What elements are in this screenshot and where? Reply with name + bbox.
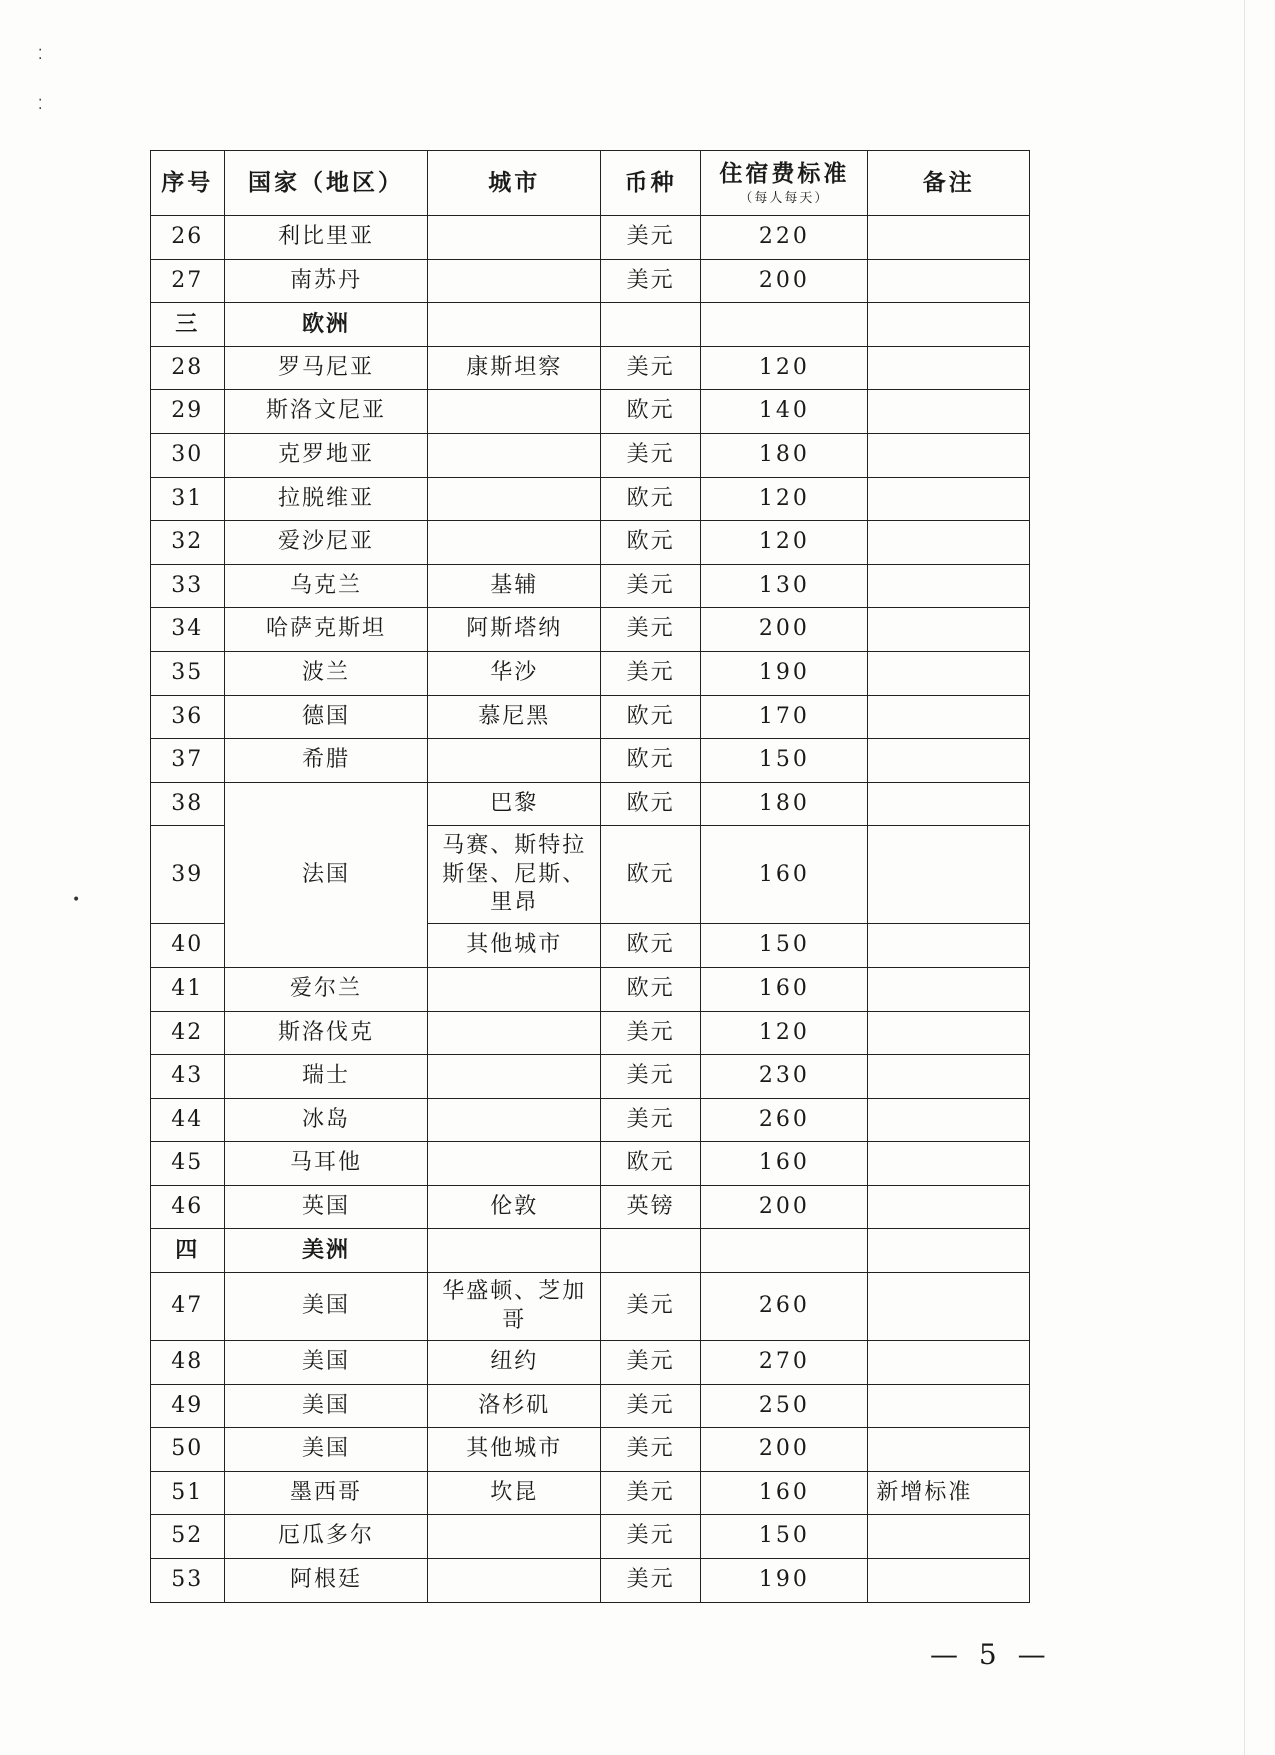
cell-note — [868, 967, 1030, 1011]
header-index: 序号 — [151, 151, 225, 216]
cell-index: 45 — [151, 1142, 225, 1186]
cell-note — [868, 259, 1030, 303]
cell-country: 阿根廷 — [224, 1559, 428, 1603]
cell-index: 32 — [151, 521, 225, 565]
scan-speck: ⁚ — [38, 47, 43, 63]
cell-city: 伦敦 — [428, 1185, 601, 1229]
cell-city — [428, 1229, 601, 1273]
cell-index: 39 — [151, 826, 225, 924]
cell-city — [428, 216, 601, 260]
cell-amount: 160 — [701, 967, 868, 1011]
table-row — [151, 216, 1030, 260]
cell-city: 坎昆 — [428, 1471, 601, 1515]
cell-note — [868, 1185, 1030, 1229]
cell-index: 38 — [151, 782, 225, 826]
cell-city: 华沙 — [428, 651, 601, 695]
cell-index: 47 — [151, 1273, 225, 1341]
cell-amount: 220 — [701, 216, 868, 260]
cell-currency: 欧元 — [601, 390, 701, 434]
section-index: 四 — [151, 1229, 225, 1273]
cell-index: 27 — [151, 259, 225, 303]
cell-country: 爱尔兰 — [224, 967, 428, 1011]
cell-note — [868, 1515, 1030, 1559]
cell-currency: 欧元 — [601, 695, 701, 739]
cell-index: 42 — [151, 1011, 225, 1055]
cell-city — [428, 1011, 601, 1055]
cell-country: 冰岛 — [224, 1098, 428, 1142]
cell-amount: 120 — [701, 1011, 868, 1055]
cell-country: 希腊 — [224, 739, 428, 783]
cell-index: 46 — [151, 1185, 225, 1229]
cell-city — [428, 967, 601, 1011]
cell-city — [428, 477, 601, 521]
cell-country: 瑞士 — [224, 1055, 428, 1099]
cell-amount: 190 — [701, 1559, 868, 1603]
cell-index: 29 — [151, 390, 225, 434]
cell-currency: 美元 — [601, 1341, 701, 1385]
cell-currency: 美元 — [601, 608, 701, 652]
cell-city: 其他城市 — [428, 924, 601, 968]
table-row — [151, 1515, 1030, 1559]
table-row — [151, 1384, 1030, 1428]
cell-country: 美国 — [224, 1384, 428, 1428]
section-title: 欧洲 — [224, 303, 428, 347]
section-title: 美洲 — [224, 1229, 428, 1273]
cell-currency: 美元 — [601, 1098, 701, 1142]
cell-city — [428, 1142, 601, 1186]
cell-currency — [601, 303, 701, 347]
table-row — [151, 739, 1030, 783]
table-row — [151, 1142, 1030, 1186]
cell-country: 乌克兰 — [224, 564, 428, 608]
cell-currency: 美元 — [601, 1273, 701, 1341]
cell-city — [428, 433, 601, 477]
cell-currency: 美元 — [601, 1384, 701, 1428]
table-row — [151, 259, 1030, 303]
cell-index: 44 — [151, 1098, 225, 1142]
cell-country: 美国 — [224, 1273, 428, 1341]
cell-city: 巴黎 — [428, 782, 601, 826]
cell-city: 洛杉矶 — [428, 1384, 601, 1428]
cell-note: 新增标准 — [868, 1471, 1030, 1515]
table-row — [151, 782, 1030, 826]
cell-note — [868, 303, 1030, 347]
cell-amount: 130 — [701, 564, 868, 608]
cell-country: 波兰 — [224, 651, 428, 695]
table-row — [151, 346, 1030, 390]
cell-city — [428, 1515, 601, 1559]
cell-amount: 170 — [701, 695, 868, 739]
table-row — [151, 967, 1030, 1011]
cell-currency: 美元 — [601, 259, 701, 303]
cell-city — [428, 1559, 601, 1603]
cell-country: 斯洛伐克 — [224, 1011, 428, 1055]
cell-amount: 180 — [701, 433, 868, 477]
cell-note — [868, 433, 1030, 477]
cell-city: 基辅 — [428, 564, 601, 608]
cell-city: 阿斯塔纳 — [428, 608, 601, 652]
table-row — [151, 1185, 1030, 1229]
cell-city: 其他城市 — [428, 1428, 601, 1472]
table-row — [151, 564, 1030, 608]
cell-amount: 160 — [701, 826, 868, 924]
cell-country: 德国 — [224, 695, 428, 739]
cell-country: 哈萨克斯坦 — [224, 608, 428, 652]
cell-amount: 180 — [701, 782, 868, 826]
cell-note — [868, 1055, 1030, 1099]
cell-city — [428, 1055, 601, 1099]
cell-amount: 150 — [701, 924, 868, 968]
cell-index: 43 — [151, 1055, 225, 1099]
cell-amount: 120 — [701, 346, 868, 390]
cell-currency: 美元 — [601, 433, 701, 477]
cell-amount: 250 — [701, 1384, 868, 1428]
cell-city: 马赛、斯特拉斯堡、尼斯、里昂 — [428, 826, 601, 924]
cell-index: 34 — [151, 608, 225, 652]
cell-currency — [601, 1229, 701, 1273]
cell-currency: 欧元 — [601, 782, 701, 826]
cell-currency: 欧元 — [601, 924, 701, 968]
cell-currency: 欧元 — [601, 521, 701, 565]
table-row — [151, 390, 1030, 434]
cell-country: 罗马尼亚 — [224, 346, 428, 390]
cell-currency: 美元 — [601, 1055, 701, 1099]
cell-city — [428, 390, 601, 434]
cell-note — [868, 1011, 1030, 1055]
cell-index: 53 — [151, 1559, 225, 1603]
cell-note — [868, 695, 1030, 739]
cell-note — [868, 1273, 1030, 1341]
cell-index: 30 — [151, 433, 225, 477]
header-note: 备注 — [868, 151, 1030, 216]
cell-city: 慕尼黑 — [428, 695, 601, 739]
cell-index: 41 — [151, 967, 225, 1011]
cell-note — [868, 1229, 1030, 1273]
cell-city: 康斯坦察 — [428, 346, 601, 390]
cell-index: 40 — [151, 924, 225, 968]
cell-index: 52 — [151, 1515, 225, 1559]
cell-country: 克罗地亚 — [224, 433, 428, 477]
cell-note — [868, 477, 1030, 521]
cell-amount: 200 — [701, 1428, 868, 1472]
cell-amount: 230 — [701, 1055, 868, 1099]
table-row — [151, 1428, 1030, 1472]
cell-amount: 200 — [701, 1185, 868, 1229]
cell-note — [868, 782, 1030, 826]
header-standard — [701, 151, 868, 216]
cell-currency: 美元 — [601, 1559, 701, 1603]
cell-amount: 190 — [701, 651, 868, 695]
table-row — [151, 1098, 1030, 1142]
cell-note — [868, 216, 1030, 260]
table-row — [151, 521, 1030, 565]
cell-country: 爱沙尼亚 — [224, 521, 428, 565]
table-row — [151, 1559, 1030, 1603]
table-row — [151, 477, 1030, 521]
cell-currency: 美元 — [601, 651, 701, 695]
cell-country: 拉脱维亚 — [224, 477, 428, 521]
cell-city — [428, 739, 601, 783]
cell-country: 美国 — [224, 1341, 428, 1385]
cell-country: 斯洛文尼亚 — [224, 390, 428, 434]
cell-currency: 欧元 — [601, 967, 701, 1011]
cell-currency: 欧元 — [601, 1142, 701, 1186]
cell-index: 36 — [151, 695, 225, 739]
section-row-europe — [151, 303, 1030, 347]
cell-amount: 200 — [701, 608, 868, 652]
cell-country: 利比里亚 — [224, 216, 428, 260]
cell-currency: 美元 — [601, 564, 701, 608]
cell-note — [868, 521, 1030, 565]
cell-note — [868, 390, 1030, 434]
header-standard-label: 住宿费标准 — [719, 159, 850, 187]
cell-amount: 150 — [701, 739, 868, 783]
cell-index: 26 — [151, 216, 225, 260]
cell-amount — [701, 1229, 868, 1273]
table-row — [151, 1011, 1030, 1055]
cell-index: 35 — [151, 651, 225, 695]
cell-amount — [701, 303, 868, 347]
cell-index: 31 — [151, 477, 225, 521]
cell-currency: 美元 — [601, 216, 701, 260]
table-row — [151, 695, 1030, 739]
cell-note — [868, 346, 1030, 390]
cell-index: 50 — [151, 1428, 225, 1472]
cell-country: 南苏丹 — [224, 259, 428, 303]
cell-country: 美国 — [224, 1428, 428, 1472]
cell-note — [868, 1559, 1030, 1603]
cell-index: 51 — [151, 1471, 225, 1515]
header-row — [151, 151, 1030, 216]
cell-note — [868, 739, 1030, 783]
table-row — [151, 1273, 1030, 1341]
table-row — [151, 608, 1030, 652]
cell-amount: 160 — [701, 1471, 868, 1515]
scan-edge — [1244, 0, 1245, 1755]
cell-country-merged: 法国 — [224, 782, 428, 967]
cell-note — [868, 1341, 1030, 1385]
cell-amount: 120 — [701, 477, 868, 521]
cell-currency: 欧元 — [601, 826, 701, 924]
cell-amount: 140 — [701, 390, 868, 434]
cell-currency: 美元 — [601, 346, 701, 390]
cell-country: 马耳他 — [224, 1142, 428, 1186]
cell-city — [428, 303, 601, 347]
scan-speck: ⁚ — [38, 97, 43, 113]
header-currency: 币种 — [601, 151, 701, 216]
cell-country: 墨西哥 — [224, 1471, 428, 1515]
header-city: 城市 — [428, 151, 601, 216]
cell-city — [428, 521, 601, 565]
cell-note — [868, 826, 1030, 924]
cell-currency: 欧元 — [601, 477, 701, 521]
cell-city: 纽约 — [428, 1341, 601, 1385]
cell-amount: 120 — [701, 521, 868, 565]
cell-note — [868, 1142, 1030, 1186]
table-row — [151, 1055, 1030, 1099]
cell-note — [868, 1384, 1030, 1428]
cell-amount: 260 — [701, 1273, 868, 1341]
accommodation-rate-table — [150, 150, 1030, 1603]
cell-note — [868, 1428, 1030, 1472]
cell-index: 49 — [151, 1384, 225, 1428]
page-number: — 5 — — [930, 1638, 1052, 1671]
cell-index: 28 — [151, 346, 225, 390]
table-row — [151, 1471, 1030, 1515]
header-country: 国家（地区） — [224, 151, 428, 216]
cell-note — [868, 564, 1030, 608]
cell-currency: 美元 — [601, 1428, 701, 1472]
section-index: 三 — [151, 303, 225, 347]
table-row — [151, 433, 1030, 477]
cell-country: 厄瓜多尔 — [224, 1515, 428, 1559]
section-row-americas — [151, 1229, 1030, 1273]
scan-speck: • — [72, 892, 81, 908]
cell-currency: 美元 — [601, 1515, 701, 1559]
cell-city — [428, 1098, 601, 1142]
cell-index: 33 — [151, 564, 225, 608]
cell-amount: 160 — [701, 1142, 868, 1186]
header-standard-subtitle: （每人每天） — [739, 190, 830, 206]
cell-city — [428, 259, 601, 303]
cell-currency: 美元 — [601, 1011, 701, 1055]
cell-index: 48 — [151, 1341, 225, 1385]
cell-amount: 270 — [701, 1341, 868, 1385]
cell-note — [868, 924, 1030, 968]
cell-currency: 欧元 — [601, 739, 701, 783]
cell-currency: 英镑 — [601, 1185, 701, 1229]
cell-currency: 美元 — [601, 1471, 701, 1515]
cell-index: 37 — [151, 739, 225, 783]
cell-note — [868, 651, 1030, 695]
cell-city: 华盛顿、芝加哥 — [428, 1273, 601, 1341]
cell-country: 英国 — [224, 1185, 428, 1229]
cell-note — [868, 608, 1030, 652]
cell-amount: 260 — [701, 1098, 868, 1142]
table-row — [151, 651, 1030, 695]
cell-amount: 200 — [701, 259, 868, 303]
cell-note — [868, 1098, 1030, 1142]
table-row — [151, 1341, 1030, 1385]
cell-amount: 150 — [701, 1515, 868, 1559]
